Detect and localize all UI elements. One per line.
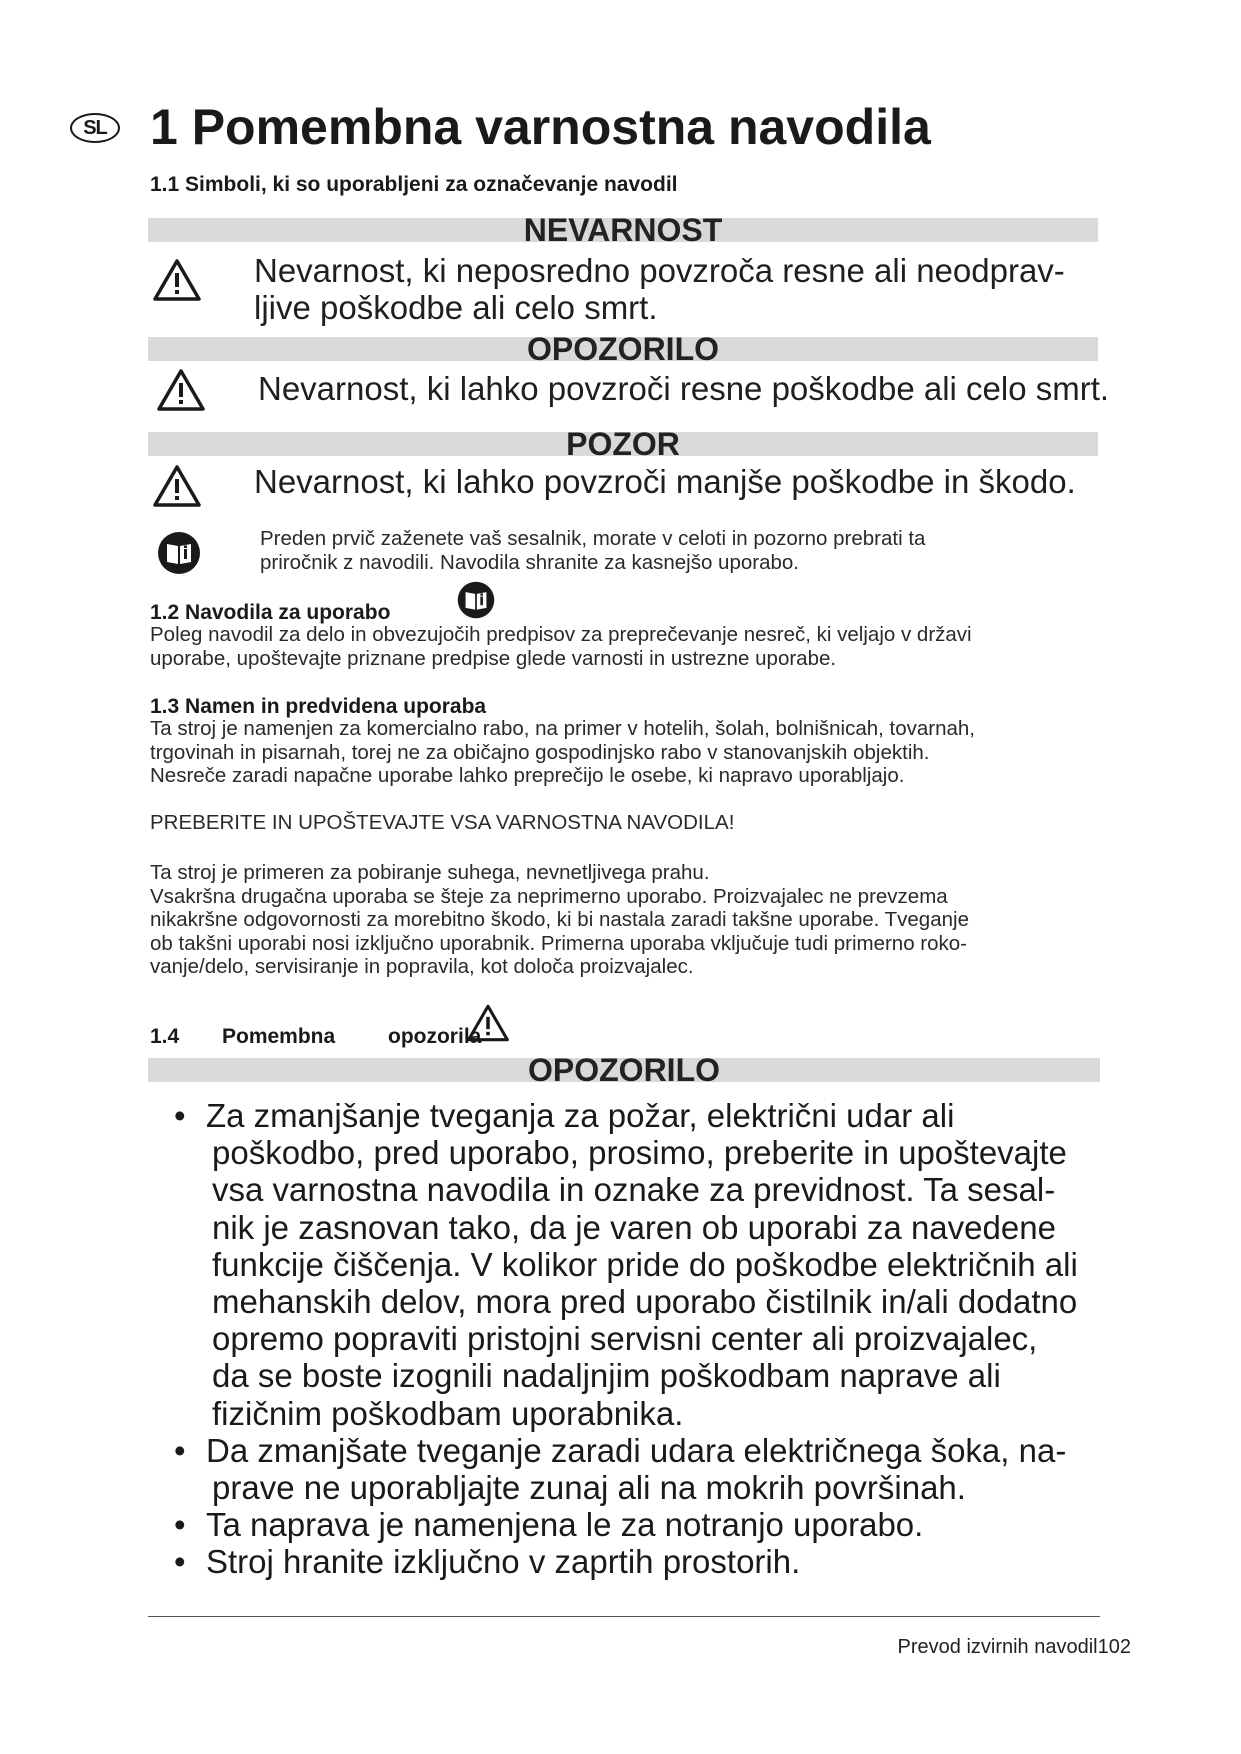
paragraph-line: nikakršne odgovornosti za morebitno škodo, ki bi nastala zaradi takšne uporabe. Tveganje — [150, 908, 969, 931]
bullet-line: fizičnim poškodbam uporabnika. — [212, 1394, 684, 1432]
bullet-marker: • — [174, 1543, 186, 1581]
nevarnost-text — [254, 252, 1065, 326]
bullet-item — [172, 1432, 1102, 1506]
bullet-marker: • — [174, 1431, 186, 1469]
footer-text: Prevod izvirnih navodil — [897, 1636, 1098, 1658]
opozorilo-band — [148, 331, 1098, 367]
warning-triangle-icon — [156, 368, 206, 412]
bullet-line: Ta naprava je namenjena le za notranjo uporabo. — [206, 1506, 924, 1544]
page-title: 1 Pomembna varnostna navodila — [150, 99, 931, 155]
bullet-item — [172, 1506, 1102, 1543]
pozor-text: Nevarnost, ki lahko povzroči manjše poškodbe in škodo. — [254, 463, 1076, 500]
section-1-3-paragraph-2 — [150, 861, 969, 979]
bullet-line: poškodbo, pred uporabo, prosimo, preberite in upoštevajte — [212, 1134, 1067, 1172]
section-1-3-paragraph-1 — [150, 717, 975, 788]
nevarnost-label: NEVARNOST — [523, 212, 723, 248]
read-manual-icon — [156, 530, 202, 576]
bullet-line: da se boste izognili nadaljnjim poškodbam naprave ali — [212, 1357, 1001, 1395]
nevarnost-text-line: Nevarnost, ki neposredno povzroča resne ali neodprav- — [254, 252, 1065, 289]
section-1-4-word-1: Pomembna — [222, 1025, 336, 1048]
read-manual-icon — [456, 580, 496, 620]
manual-note-line: Preden prvič zaženete vaš sesalnik, morate v celoti in pozorno prebrati ta — [260, 527, 926, 550]
warning-bullet-list — [172, 1097, 1102, 1581]
warning-triangle-icon — [152, 464, 202, 508]
nevarnost-text-line: ljive poškodbe ali celo smrt. — [254, 289, 658, 326]
opozorilo-label: OPOZORILO — [527, 331, 719, 367]
opozorilo-text: Nevarnost, ki lahko povzroči resne poškodbe ali celo smrt. — [258, 370, 1110, 407]
bullet-line: Za zmanjšanje tveganja za požar, električni udar ali — [206, 1097, 955, 1134]
opozorilo-band-1-4 — [148, 1052, 1100, 1088]
paragraph-line: trgovinah in pisarnah, torej ne za običajno gospodinjsko rabo v stanovanjskih objektih. — [150, 740, 930, 764]
opozorilo-label: OPOZORILO — [528, 1052, 720, 1088]
bullet-line: opremo popraviti pristojni servisni center ali proizvajalec, — [212, 1320, 1038, 1358]
warning-triangle-icon — [466, 1003, 510, 1043]
pozor-label: POZOR — [566, 426, 680, 462]
bullet-marker: • — [174, 1506, 186, 1544]
manual-note-line: priročnik z navodili. Navodila shranite za kasnejšo uporabo. — [260, 550, 799, 574]
warning-triangle-icon — [152, 258, 202, 302]
footer-divider — [148, 1616, 1100, 1617]
section-1-4-word-2: opozorila — [388, 1025, 482, 1048]
paragraph-line: vanje/delo, servisiranje in popravila, kot določa proizvajalec. — [150, 955, 694, 978]
bullet-item — [172, 1097, 1102, 1432]
section-1-2-heading: 1.2 Navodila za uporabo — [150, 601, 391, 624]
paragraph-line: Ta stroj je primeren za pobiranje suhega, nevnetljivega prahu. — [150, 861, 710, 884]
bullet-line: Da zmanjšate tveganje zaradi udara električnega šoka, na- — [206, 1431, 1067, 1469]
bullet-line: nik je zasnovan tako, da je varen ob uporabi za navedene — [212, 1208, 1056, 1246]
page-number: 102 — [1097, 1636, 1131, 1658]
section-1-3-heading: 1.3 Namen in predvidena uporaba — [150, 695, 487, 718]
bullet-item — [172, 1543, 1102, 1580]
manual-note — [260, 527, 925, 574]
section-1-4-number: 1.4 — [150, 1025, 180, 1048]
safety-caps-notice: PREBERITE IN UPOŠTEVAJTE VSA VARNOSTNA NAVODILA! — [150, 811, 735, 834]
section-1-2-line: uporabe, upoštevajte priznane predpise glede varnosti in ustrezne uporabe. — [150, 646, 837, 670]
paragraph-line: ob takšni uporabi nosi izključno uporabnik. Primerna uporaba vključuje tudi primerno roko- — [150, 931, 968, 955]
bullet-line: prave ne uporabljajte zunaj ali na mokrih površinah. — [212, 1469, 966, 1507]
bullet-line: Stroj hranite izključno v zaprtih prostorih. — [206, 1543, 801, 1581]
section-1-2-line: Poleg navodil za delo in obvezujočih predpisov za preprečevanje nesreč, ki veljajo v državi — [150, 623, 972, 646]
nevarnost-band — [148, 212, 1098, 248]
paragraph-line: Nesreče zaradi napačne uporabe lahko preprečijo le osebe, ki napravo uporabljajo. — [150, 764, 905, 787]
language-badge — [70, 113, 120, 143]
bullet-marker: • — [174, 1097, 186, 1134]
section-1-2-text — [150, 623, 972, 670]
section-1-1-heading: 1.1 Simboli, ki so uporabljeni za označevanje navodil — [150, 173, 678, 196]
bullet-line: mehanskih delov, mora pred uporabo čistilnik in/ali dodatno — [212, 1283, 1078, 1321]
paragraph-line: Ta stroj je namenjen za komercialno rabo, na primer v hotelih, šolah, bolnišnicah, tovarnah, — [150, 717, 975, 740]
paragraph-line: Vsakršna drugačna uporaba se šteje za neprimerno uporabo. Proizvajalec ne prevzema — [150, 884, 948, 908]
pozor-band — [148, 426, 1098, 462]
language-code: SL — [83, 116, 107, 139]
bullet-line: vsa varnostna navodila in oznake za previdnost. Ta sesal- — [212, 1171, 1056, 1209]
bullet-line: funkcije čiščenja. V kolikor pride do poškodbe električnih ali — [212, 1245, 1078, 1283]
footer — [898, 1636, 1131, 1659]
